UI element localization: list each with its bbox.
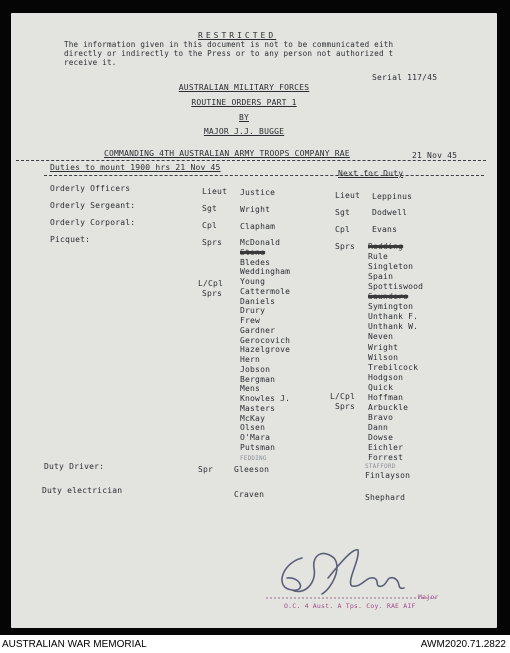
by-line: BY: [238, 113, 250, 122]
picquet-pencil-note: FEDDING: [240, 455, 267, 462]
next-rank-orderly-corporal: Cpl: [335, 225, 351, 234]
orders-title: ROUTINE ORDERS PART 1: [191, 98, 297, 107]
picquet-list-name: Mens: [240, 384, 261, 394]
picquet-list-name: Young: [240, 277, 266, 286]
next-name-orderly-corporal: Evans: [372, 225, 398, 234]
picquet-list-name: Stone: [240, 247, 266, 257]
next-list-name: Trebilcock: [368, 362, 419, 372]
picquet-list-name: Bergman: [240, 374, 276, 384]
next-list-name: Dowse: [368, 432, 394, 442]
next-picquet-rank-lcpl: L/Cpl: [330, 392, 356, 401]
role-orderly-sergeant: Orderly Sergeant:: [50, 201, 136, 210]
duty-electrician-label: Duty electrician: [42, 486, 123, 495]
name-orderly-corporal: Clapham: [240, 222, 276, 231]
footer-archive-name: AUSTRALIAN WAR MEMORIAL: [2, 639, 147, 650]
role-orderly-officer: Orderly Officers: [50, 184, 131, 193]
restricted-heading: RESTRICTED: [198, 31, 277, 40]
name-orderly-officer: Justice: [240, 188, 276, 197]
picquet-label: Picquet:: [50, 235, 91, 244]
next-list-name: Rule: [368, 252, 389, 262]
picquet-rank-lcpl: L/Cpl: [198, 279, 224, 288]
picquet-list-name: Frew: [240, 316, 261, 325]
duties-heading: Duties to mount 1900 hrs 21 Nov 45: [50, 163, 221, 172]
next-pencil-note: STAFFORD: [365, 463, 396, 470]
signature-rank: Major: [418, 593, 439, 601]
rank-orderly-corporal: Cpl: [202, 221, 218, 230]
picquet-list-name: Gardner: [240, 325, 276, 335]
picquet-list-name: Bledes: [240, 257, 271, 267]
footer-accession-number: AWM2020.71.2822: [420, 639, 506, 650]
next-list-name: Unthank W.: [368, 322, 419, 332]
next-list-name: Symington: [368, 302, 414, 312]
notice-line-3: receive it.: [64, 58, 117, 67]
notice-line-2: directly or indirectly to the Press or to any person not authorized t: [64, 49, 394, 58]
next-for-duty-heading: Next for Duty: [338, 169, 404, 178]
rank-orderly-sergeant: Sgt: [202, 204, 218, 213]
picquet-list-name: McDonald: [240, 238, 281, 247]
order-date: 21 Nov 45: [412, 151, 458, 160]
duty-driver-name: Gleeson: [234, 465, 270, 474]
next-list-name: Arbuckle: [368, 402, 409, 412]
picquet-rank-sprs-2: Sprs: [202, 289, 223, 298]
next-list-name: Hodgson: [368, 372, 404, 382]
picquet-list-name: Olsen: [240, 423, 266, 433]
next-name-orderly-sergeant: Dodwell: [372, 208, 408, 217]
next-list-name: Eichler: [368, 443, 404, 452]
next-list-name: Hoffman: [368, 392, 404, 402]
next-list-name: Neven: [368, 332, 394, 342]
next-picquet-rank-sprs: Sprs: [335, 242, 356, 251]
notice-line-1: The information given in this document is not to be communicated eith: [64, 40, 394, 49]
next-list-name: Saunders: [368, 292, 409, 302]
duty-driver-next: Finlayson: [365, 471, 411, 480]
next-list-name: Spain: [368, 272, 394, 282]
duty-electrician-name: Craven: [234, 490, 265, 499]
next-list-name: Bravo: [368, 412, 394, 422]
next-list-name: Redding: [368, 242, 404, 251]
role-orderly-corporal: Orderly Corporal:: [50, 218, 136, 227]
picquet-list-name: Hern: [240, 355, 261, 364]
rank-orderly-officer: Lieut: [202, 187, 228, 196]
next-list-name: Wright: [368, 342, 399, 352]
next-rank-orderly-officer: Lieut: [335, 191, 361, 200]
picquet-list-name: Daniels: [240, 296, 276, 306]
header-divider: [16, 160, 486, 161]
picquet-list-name: Gerocovich: [240, 335, 291, 345]
next-name-orderly-officer: Leppinus: [372, 192, 413, 201]
picquet-list-name: Hazelgrove: [240, 345, 291, 355]
picquet-list-name: O'Mara: [240, 433, 271, 442]
picquet-list-name: Knowles J.: [240, 394, 291, 403]
duty-driver-rank: Spr: [198, 465, 214, 474]
picquet-list-name: Drury: [240, 306, 266, 316]
duty-electrician-next: Shephard: [365, 493, 406, 502]
archive-footer: [0, 635, 510, 653]
next-list-name: Dann: [368, 422, 389, 432]
officer-name: MAJOR J.J. BUGGE: [203, 127, 285, 136]
picquet-list-name: Cattermole: [240, 286, 291, 296]
picquet-list-name: McKay: [240, 413, 266, 423]
next-list-name: Unthank F.: [368, 312, 419, 322]
duties-divider: [44, 175, 484, 176]
picquet-rank-sprs: Sprs: [202, 238, 223, 247]
next-list-name: Spottiswood: [368, 282, 424, 292]
picquet-list-name: Masters: [240, 403, 276, 413]
next-list-name: Wilson: [368, 352, 399, 362]
picquet-list-name: Jobson: [240, 364, 271, 374]
force-title: AUSTRALIAN MILITARY FORCES: [178, 83, 310, 92]
name-orderly-sergeant: Wright: [240, 205, 271, 214]
next-list-name: Singleton: [368, 262, 414, 272]
picquet-list-name: Putsman: [240, 442, 276, 452]
picquet-list-name: Weddingham: [240, 267, 291, 277]
duty-driver-label: Duty Driver:: [44, 462, 105, 471]
next-list-name: Forrest: [368, 453, 404, 463]
next-list-name: Quick: [368, 382, 394, 392]
signature-unit: O.C. 4 Aust. A Tps. Coy. RAE AIF: [284, 602, 416, 610]
command-line: COMMANDING 4TH AUSTRALIAN ARMY TROOPS COMPANY RAE: [104, 149, 350, 158]
next-rank-orderly-sergeant: Sgt: [335, 208, 351, 217]
serial-number: Serial 117/45: [372, 73, 438, 82]
next-picquet-rank-sprs-2: Sprs: [335, 402, 356, 411]
